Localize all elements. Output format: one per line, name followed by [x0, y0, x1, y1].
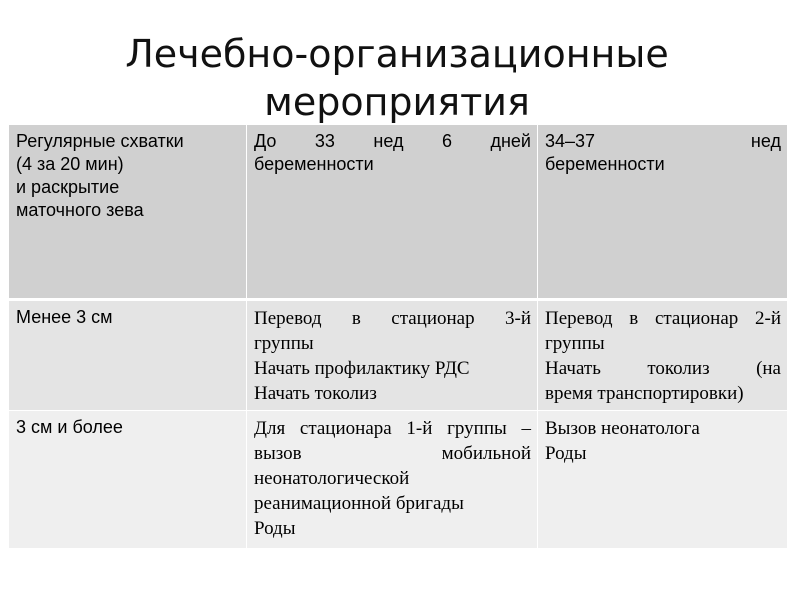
header-cell-34-37-weeks: [538, 125, 788, 300]
cell-line: реанимационной бригады: [254, 493, 464, 514]
row-label-3cm-or-more: 3 см и более: [9, 411, 247, 549]
measures-table: [8, 124, 788, 549]
table-row: [9, 411, 788, 549]
slide-title: [0, 30, 794, 126]
row-cell-before-33-weeks: [247, 411, 538, 549]
cell-line: время транспортировки): [545, 383, 744, 404]
cell-line: Для стационара 1-й группы –: [254, 418, 531, 439]
cell-line: Перевод в стационар 3-й: [254, 308, 531, 329]
slide-title-line-2: мероприятия: [264, 80, 530, 124]
header-cell-before-33-weeks: [247, 125, 538, 300]
cell-line: Начать токолиз (на: [545, 358, 781, 379]
cell-line: Перевод в стационар 2-й: [545, 308, 781, 329]
header-cell-line: Регулярные схватки: [16, 131, 184, 151]
cell-line: Роды: [254, 518, 296, 539]
row-cell-before-33-weeks: [247, 300, 538, 411]
slide-title-line-1: Лечебно-организационные: [125, 32, 669, 76]
header-cell-line: До 33 нед 6 дней: [254, 131, 531, 151]
cell-line: Роды: [545, 443, 587, 464]
row-label-less-3cm: Менее 3 см: [9, 300, 247, 411]
cell-line: неонатологической: [254, 468, 410, 489]
header-cell-line: беременности: [254, 154, 374, 174]
header-cell-line: (4 за 20 мин): [16, 154, 124, 174]
cell-line: Вызов неонатолога: [545, 418, 700, 439]
row-cell-34-37-weeks: [538, 300, 788, 411]
cell-line: Начать профилактику РДС: [254, 358, 470, 379]
cell-line: Начать токолиз: [254, 383, 377, 404]
cell-line: группы: [254, 333, 314, 354]
table-header-row: [9, 125, 788, 300]
header-cell-line: маточного зева: [16, 200, 144, 220]
table-row: [9, 300, 788, 411]
header-cell-line: беременности: [545, 154, 665, 174]
header-cell-line: 34–37 нед: [545, 131, 781, 151]
cell-line: вызов мобильной: [254, 443, 531, 464]
row-cell-34-37-weeks: [538, 411, 788, 549]
header-cell-line: и раскрытие: [16, 177, 120, 197]
cell-line: группы: [545, 333, 605, 354]
header-cell-contractions: [9, 125, 247, 300]
